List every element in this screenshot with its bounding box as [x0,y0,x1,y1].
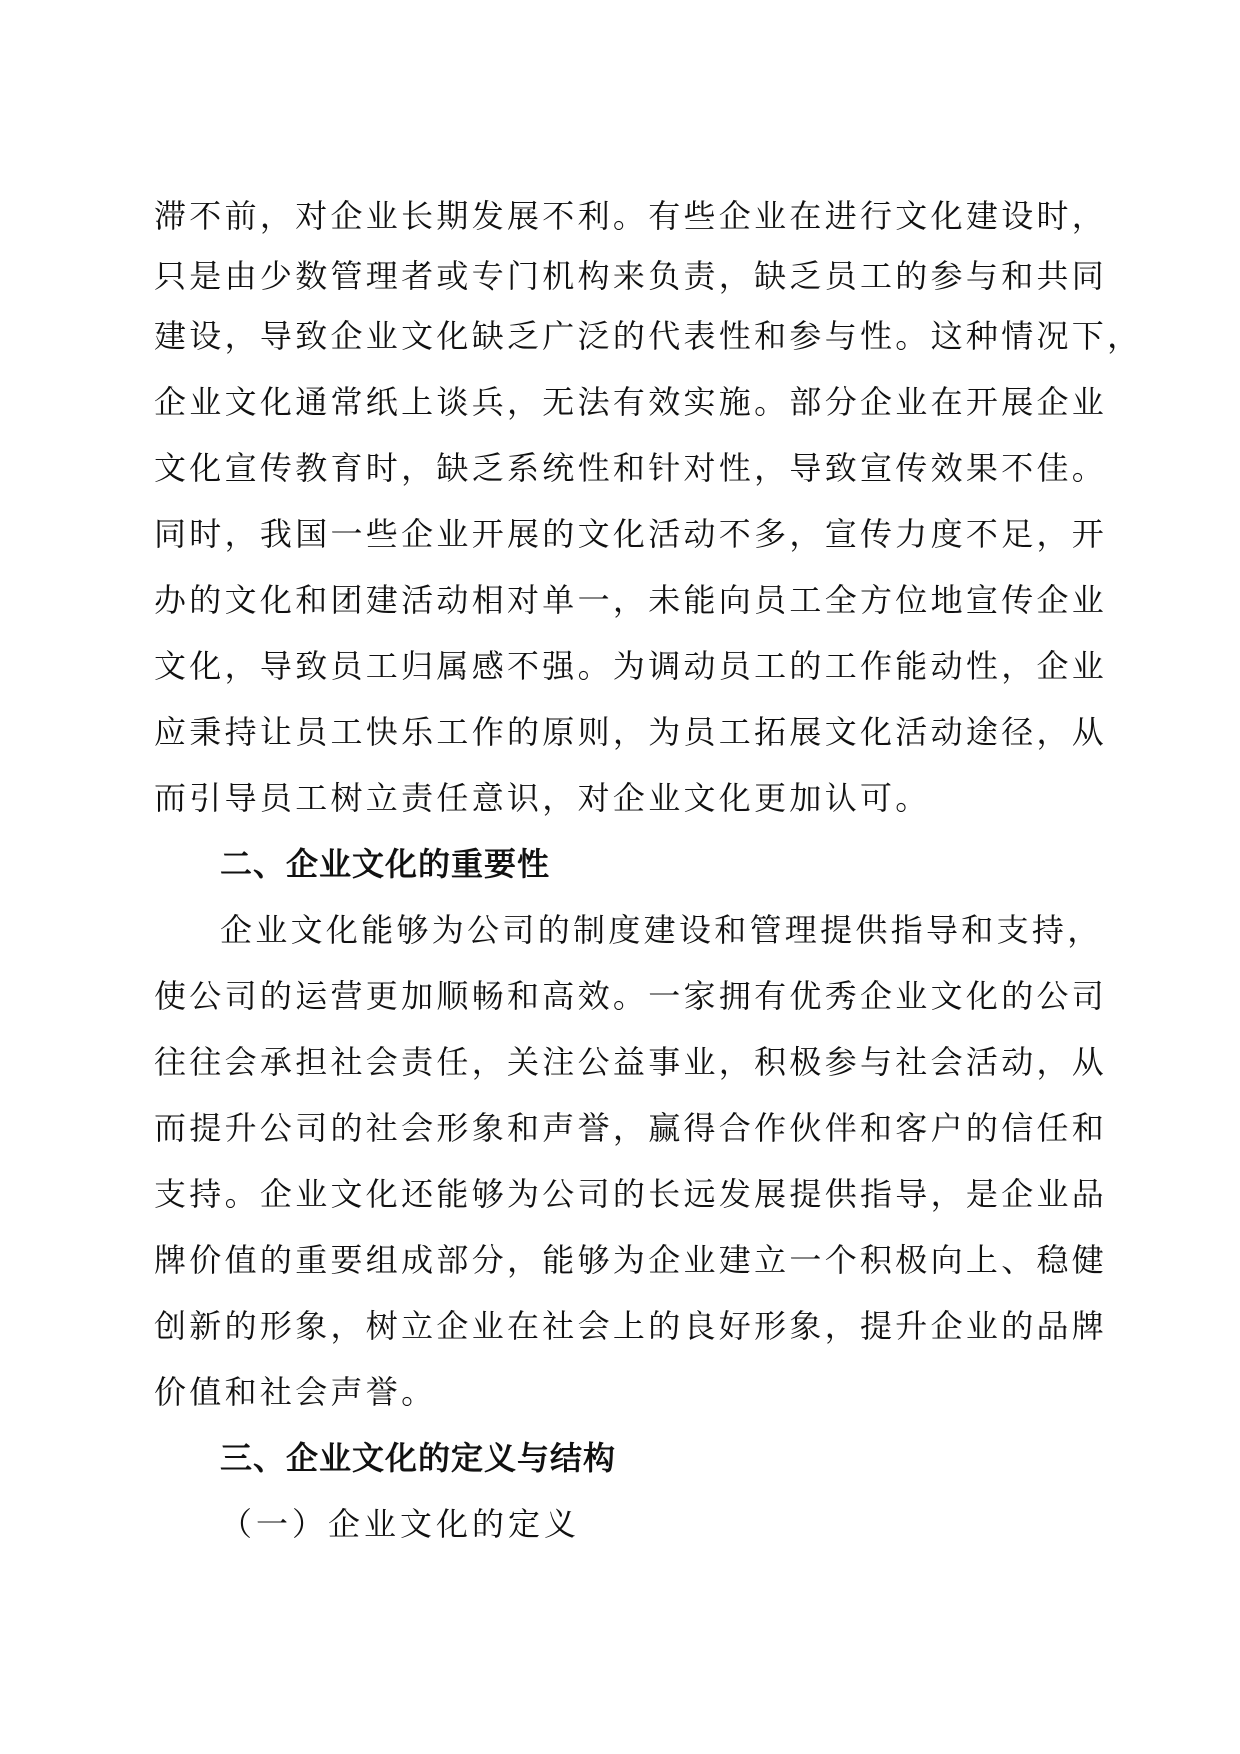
section-heading: 二、企业文化的重要性 [220,845,551,883]
paragraph-line: 往往会承担社会责任，关注公益事业，积极参与社会活动，从 [154,1043,1108,1081]
paragraph-line: 同时，我国一些企业开展的文化活动不多，宣传力度不足，开 [154,515,1108,553]
paragraph-line: 文化宣传教育时，缺乏系统性和针对性，导致宣传效果不佳。 [154,449,1108,487]
paragraph-line: 牌价值的重要组成部分，能够为企业建立一个积极向上、稳健 [154,1241,1108,1279]
paragraph-line: 使公司的运营更加顺畅和高效。一家拥有优秀企业文化的公司 [154,977,1108,1015]
paragraph-line: 价值和社会声誉。 [154,1373,437,1411]
subsection-heading: （一）企业文化的定义 [220,1505,581,1543]
paragraph-line: 办的文化和团建活动相对单一，未能向员工全方位地宣传企业 [154,581,1108,619]
paragraph-line: 企业文化通常纸上谈兵，无法有效实施。部分企业在开展企业 [154,383,1108,421]
paragraph-line: 而引导员工树立责任意识，对企业文化更加认可。 [154,779,931,817]
paragraph-line: 企业文化能够为公司的制度建设和管理提供指导和支持， [220,911,1103,949]
paragraph-line: 而提升公司的社会形象和声誉，赢得合作伙伴和客户的信任和 [154,1109,1108,1147]
paragraph-line: 应秉持让员工快乐工作的原则，为员工拓展文化活动途径，从 [154,713,1108,751]
paragraph-line: 只是由少数管理者或专门机构来负责，缺乏员工的参与和共同 [154,257,1108,295]
paragraph-line: 滞不前，对企业长期发展不利。有些企业在进行文化建设时， [154,197,1108,235]
paragraph-line: 创新的形象，树立企业在社会上的良好形象，提升企业的品牌 [154,1307,1108,1345]
paragraph-line: 文化，导致员工归属感不强。为调动员工的工作能动性，企业 [154,647,1108,685]
section-heading: 三、企业文化的定义与结构 [220,1439,617,1477]
paragraph-line: 建设，导致企业文化缺乏广泛的代表性和参与性。这种情况下， [154,317,1143,355]
paragraph-line: 支持。企业文化还能够为公司的长远发展提供指导，是企业品 [154,1175,1108,1213]
